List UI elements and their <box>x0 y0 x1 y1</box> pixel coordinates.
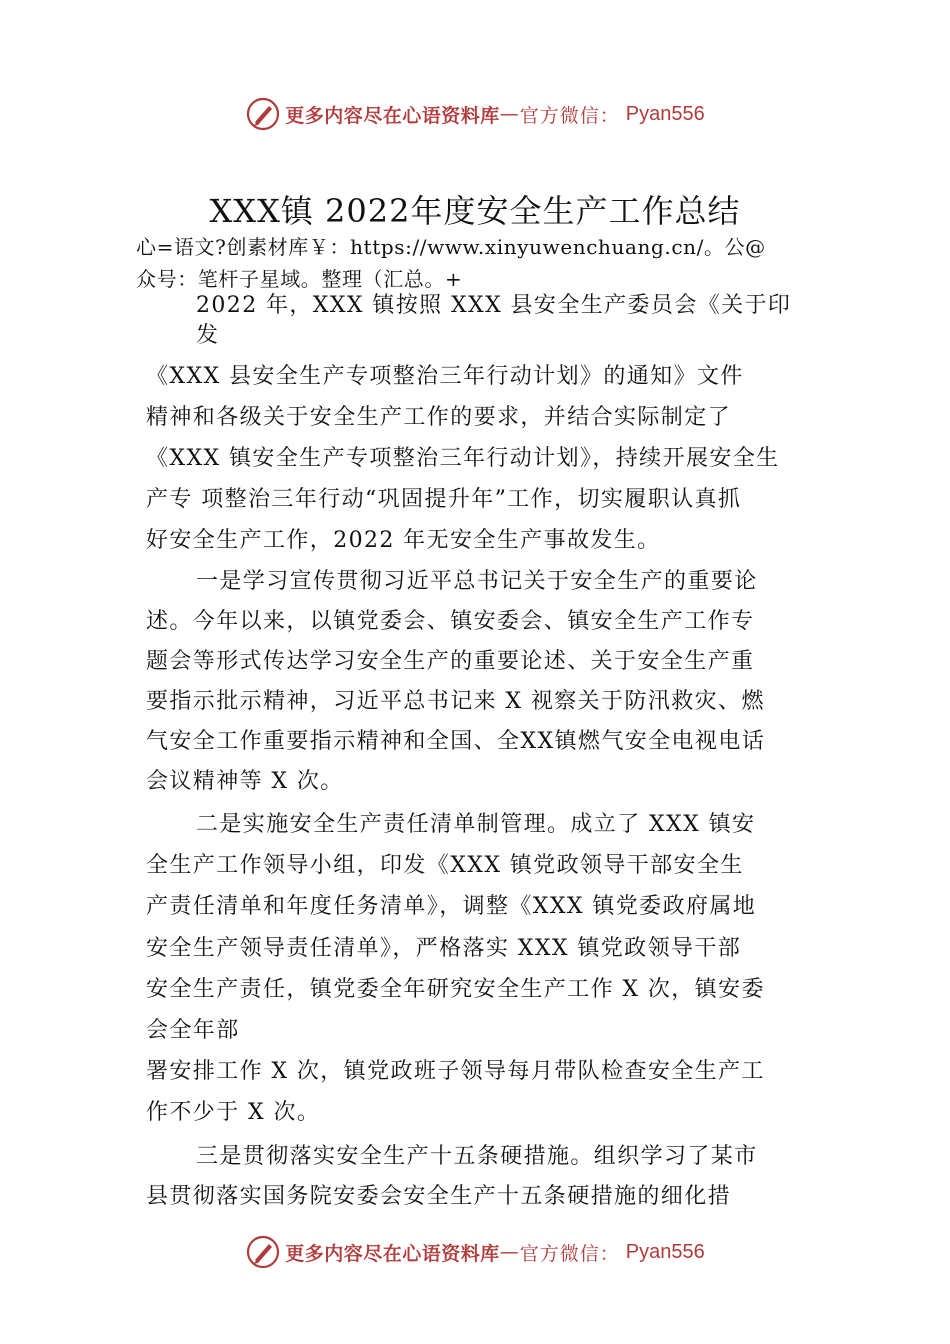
body-line: 2022 年，XXX 镇按照 XXX 县安全生产委员会《关于印 <box>196 293 792 318</box>
body-line: 精神和各级关于安全生产工作的要求，并结合实际制定了 <box>146 405 732 430</box>
watermark-text: 更多内容尽在心语资料库 <box>285 1242 500 1265</box>
watermark-banner-top <box>0 94 950 134</box>
source-note-line: 心=语文?创素材库￥：https://www.xinyuwenchuang.cn/。公@ <box>136 235 766 259</box>
watermark-banner-bottom <box>0 1232 950 1272</box>
source-note-line: 众号：笔杆子星域。整理（汇总。+ <box>136 267 463 291</box>
body-line: 述。今年以来，以镇党委会、镇安委会、镇安全生产工作专 <box>146 609 755 634</box>
body-line: 气安全工作重要指示精神和全国、全XX镇燃气安全电视电话 <box>146 729 766 754</box>
watermark-text: 更多内容尽在心语资料库 <box>285 104 500 127</box>
body-line: 二是实施安全生产责任清单制管理。成立了 XXX 镇安 <box>196 812 756 837</box>
body-line: 县贯彻落实国务院安委会安全生产十五条硬措施的细化措 <box>146 1184 732 1209</box>
body-line: 安全生产责任，镇党委全年研究安全生产工作 X 次，镇安委 <box>146 977 765 1002</box>
body-line: 一是学习宣传贯彻习近平总书记关于安全生产的重要论 <box>196 569 758 594</box>
watermark-wechat-id: Pyan556 <box>625 102 705 125</box>
body-line: 安全生产领导责任清单》，严格落实 XXX 镇党政领导干部 <box>146 936 742 961</box>
body-line: 要指示批示精神，习近平总书记来 X 视察关于防汛救灾、燃 <box>146 689 765 714</box>
body-line: 发 <box>196 323 220 348</box>
body-line: 好安全生产工作，2022 年无安全生产事故发生。 <box>146 528 661 553</box>
body-line: 《XXX 县安全生产专项整治三年行动计划》的通知》文件 <box>146 364 744 389</box>
watermark-wechat-label: 官方微信： <box>519 104 620 127</box>
body-line: 产责任清单和年度任务清单》，调整《XXX 镇党委政府属地 <box>146 894 757 919</box>
body-line: 全生产工作领导小组，印发《XXX 镇党政领导干部安全生 <box>146 853 744 878</box>
body-line: 《XXX 镇安全生产专项整治三年行动计划》，持续开展安全生 <box>146 446 780 471</box>
body-line: 三是贯彻落实安全生产十五条硬措施。组织学习了某市 <box>196 1144 758 1169</box>
watermark-separator: — <box>499 103 520 125</box>
watermark-separator: — <box>499 1241 520 1263</box>
watermark-wechat-label: 官方微信： <box>519 1242 620 1265</box>
body-line: 会全年部 <box>146 1018 240 1043</box>
pen-logo-icon <box>245 1234 281 1270</box>
body-line: 题会等形式传达学习安全生产的重要论述、关于安全生产重 <box>146 649 755 674</box>
pen-logo-icon <box>245 96 281 132</box>
body-line: 作不少于 X 次。 <box>146 1100 321 1125</box>
body-line: 会议精神等 X 次。 <box>146 769 344 794</box>
body-line: 署安排工作 X 次，镇党政班子领导每月带队检查安全生产工 <box>146 1059 765 1084</box>
document-title: XXX镇 2022年度安全生产工作总结 <box>209 192 741 230</box>
watermark-wechat-id: Pyan556 <box>625 1240 705 1263</box>
body-line: 产专 项整治三年行动“巩固提升年”工作，切实履职认真抓 <box>146 487 742 512</box>
